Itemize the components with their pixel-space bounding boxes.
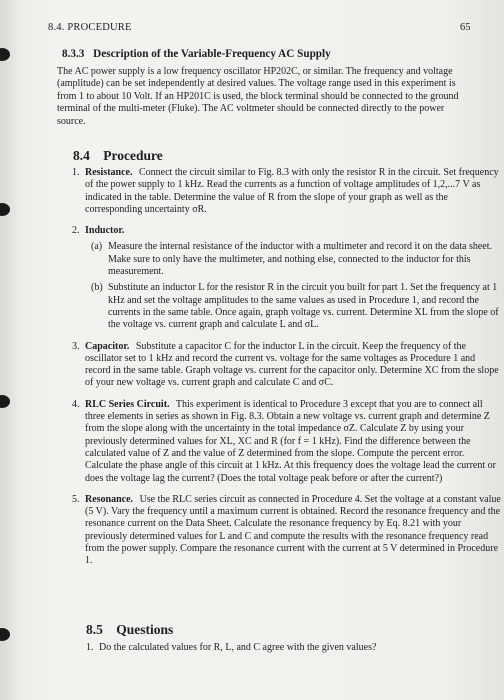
item-number: 5.	[72, 493, 80, 505]
section-number: 8.4	[73, 148, 90, 163]
item-number: 3.	[72, 340, 80, 352]
subsection-title: Description of the Variable-Frequency AC Supply	[93, 48, 331, 60]
subitem-text: Measure the internal resistance of the inductor with a multimeter and record it on the data sheet. Make sure to only have the multimeter, and nothing else, connected to the inductor for this measurement.	[108, 241, 493, 278]
page-number: 65	[460, 22, 471, 33]
procedure-subitem	[91, 282, 502, 331]
section-heading	[73, 148, 163, 164]
procedure-item	[72, 225, 502, 331]
subitem-letter: (b)	[91, 282, 103, 294]
item-number: 1.	[72, 167, 80, 178]
item-number: 4.	[72, 398, 80, 410]
item-text: Use the RLC series circuit as connected in Procedure 4. Set the voltage at a constant value (5 V). Vary the frequency until a maximum current is obtained. Record the resonance frequency and the resonance current on the Data Sheet. Calculate the resonance frequency by Eq. 8.21 with your previously determined values for L and C and compute the results with the resonance frequency read from the power supply. Compare the resonance current with the current at 5 V determined in Procedure 1.	[85, 493, 501, 567]
questions-list	[86, 642, 486, 663]
item-title: Capacitor.	[85, 340, 130, 352]
item-number: 1.	[86, 642, 94, 653]
subsection-heading	[62, 48, 331, 60]
procedure-item	[72, 341, 502, 390]
procedure-item	[72, 167, 502, 216]
item-title: Resonance.	[85, 493, 134, 505]
item-title: RLC Series Circuit.	[85, 398, 170, 410]
subitem-text: Substitute an inductor L for the resistor R in the circuit you built for part 1. Set the frequency at 1 kHz and set the voltage amplitudes to the same values as used in Procedure 1, and record the currents in the same table. Once again, graph voltage vs. current. Determine XL from the slope of the voltage vs. current graph and calculate L and σL.	[108, 282, 499, 331]
procedure-list	[72, 167, 502, 577]
item-text: This experiment is identical to Procedure 3 except that you are to connect all three elements in series as shown in Fig. 8.3. Obtain a new voltage vs. current graph and determine Z from the slope along with the uncertainty in the total impedance σZ. Calculate Z by using your previously determined values for XL, XC and R (for f = 1 kHz). Find the difference between the calculated value of Z and the value of Z determined from the slope. Compute the percent error. Calculate the phase angle of this circuit at 1 kHz. At this frequency does the voltage lead the current or does the voltage lag the current? (Does the total voltage peak before or after the current?)	[85, 398, 496, 484]
questions-heading	[86, 622, 173, 638]
paragraph: The AC power supply is a low frequency oscillator HP202C, or similar. The frequency and voltage (amplitude) can be set independently at desired values. The voltage range used in this experiment is from 1 to about 10 Volt. If an HP201C is used, the block terminal should be connected to the ground terminal of the multi-meter (Fluke). The AC voltmeter should be connected directly to the power source.	[57, 66, 459, 127]
subsection-number: 8.3.3	[62, 48, 85, 60]
procedure-item	[72, 494, 502, 568]
binder-ring-icon	[0, 628, 10, 641]
binder-ring-icon	[0, 203, 10, 216]
section-number: 8.5	[86, 622, 103, 637]
item-text: Connect the circuit similar to Fig. 8.3 with only the resistor R in the circuit. Set frequency of the power supply to 1 kHz. Read the currents as a function of voltage amplitudes of 1,2,...7 V as indicated in the table. Determine the value of R from the slope of your graph as well as the corresponding uncertainty σR.	[85, 167, 499, 215]
subsection-body	[57, 66, 475, 128]
item-text: Do the calculated values for R, L, and C agree with the given values?	[99, 642, 377, 653]
subitem-letter: (a)	[91, 241, 103, 253]
item-text: Substitute a capacitor C for the inductor L in the circuit. Keep the frequency of the oscillator set to 1 kHz and record the current vs. voltage for the same voltages as Procedure 1 and record in the same table. Graph voltage vs. current for the capacitor only. Determine XC from the slope of your new voltage vs. current graph and calculate C and σC.	[85, 340, 499, 389]
running-header: 8.4. PROCEDURE	[48, 22, 132, 33]
procedure-subitem	[91, 241, 502, 278]
binder-ring-icon	[0, 48, 10, 61]
item-title: Resistance.	[85, 167, 133, 178]
item-title: Inductor.	[85, 225, 125, 237]
section-title: Procedure	[103, 148, 163, 163]
procedure-item	[72, 399, 502, 485]
section-title: Questions	[116, 622, 174, 637]
binder-ring-icon	[0, 395, 10, 408]
question-item	[86, 642, 486, 654]
item-number: 2.	[72, 225, 80, 237]
